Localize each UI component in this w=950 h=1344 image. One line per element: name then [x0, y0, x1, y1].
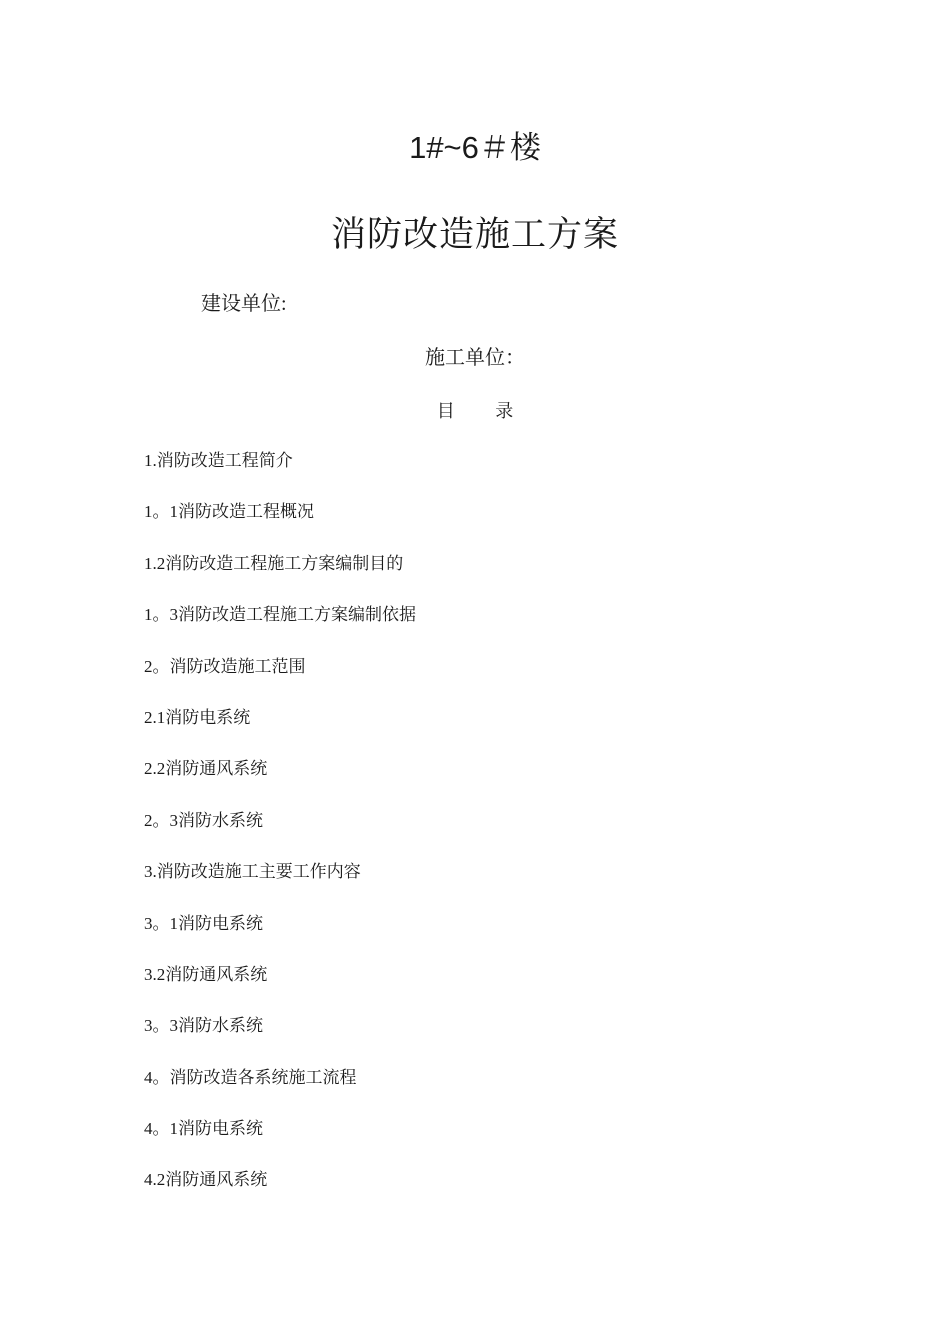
document-title-building: 1#~6＃楼	[409, 130, 541, 165]
toc-heading: 目 录	[436, 401, 532, 421]
toc-item: 4。1消防电系统	[144, 1119, 263, 1139]
toc-item: 2.1消防电系统	[144, 707, 251, 727]
toc-item: 1。1消防改造工程概况	[144, 502, 314, 522]
toc-item: 4.2消防通风系统	[144, 1170, 268, 1190]
owner-label: 建设单位:	[201, 293, 287, 315]
toc-item: 3。1消防电系统	[144, 913, 263, 933]
toc-item: 1。3消防改造工程施工方案编制依据	[144, 605, 416, 625]
toc-item: 2。3消防水系统	[144, 810, 263, 830]
contractor-label: 施工单位：	[425, 347, 525, 369]
toc-item: 3。3消防水系统	[144, 1016, 263, 1036]
toc-item: 3.2消防通风系统	[144, 964, 268, 984]
toc-item: 3.消防改造施工主要工作内容	[144, 862, 361, 882]
toc-item: 2.2消防通风系统	[144, 759, 268, 779]
toc-item: 4。消防改造各系统施工流程	[144, 1067, 357, 1087]
toc-item: 1.消防改造工程简介	[144, 451, 293, 470]
toc-item: 2。消防改造施工范围	[144, 656, 306, 676]
document-title-plan: 消防改造施工方案	[330, 215, 619, 254]
toc-item: 1.2消防改造工程施工方案编制目的	[144, 553, 404, 573]
table-of-contents	[144, 448, 416, 1219]
